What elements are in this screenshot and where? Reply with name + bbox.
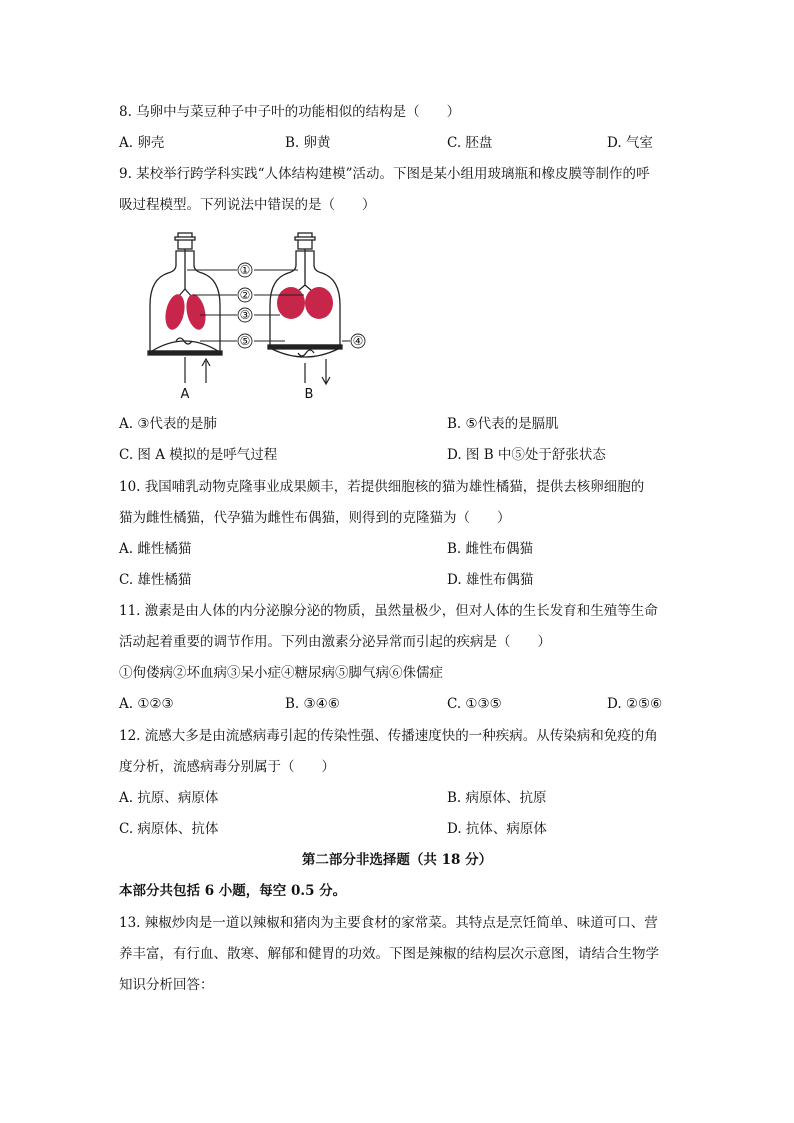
marker-5: ⑤ xyxy=(239,334,251,348)
lung-left-a xyxy=(162,293,187,332)
q9-option-a[interactable]: A. ③代表的是肺 xyxy=(119,416,217,432)
q12-stem-line1: 12. 流感大多是由流感病毒引起的传染性强、传播速度快的一种疾病。从传染病和免疫的角 xyxy=(119,728,658,744)
figure-label-b: B xyxy=(304,387,314,402)
q9-option-b[interactable]: B. ⑤代表的是膈肌 xyxy=(447,416,559,432)
q9-option-c[interactable]: C. 图 A 模拟的是呼气过程 xyxy=(119,447,278,463)
q9-stem-line1: 9. 某校举行跨学科实践“人体结构建模”活动。下图是某小组用玻璃瓶和橡皮膜等制作的呼 xyxy=(119,166,650,182)
q11-stem-line1: 11. 激素是由人体的内分泌腺分泌的物质，虽然量极少，但对人体的生长发育和生殖等生命 xyxy=(119,603,658,619)
q8-option-d[interactable]: D. 气室 xyxy=(607,135,653,151)
q8-stem: 8. 乌卵中与菜豆种子中子叶的功能相似的结构是（ ） xyxy=(119,104,461,120)
q10-option-a[interactable]: A. 雌性橘猫 xyxy=(119,541,192,557)
marker-4: ④ xyxy=(352,334,364,348)
lung-right-b xyxy=(305,287,333,319)
q12-option-a[interactable]: A. 抗原、病原体 xyxy=(119,790,219,806)
marker-3: ③ xyxy=(239,308,251,322)
q10-option-d[interactable]: D. 雄性布偶猫 xyxy=(447,572,534,588)
q11-option-c[interactable]: C. ①③⑤ xyxy=(447,696,502,712)
q11-option-b[interactable]: B. ③④⑥ xyxy=(285,696,340,712)
part2-note: 本部分共包括 6 小题，每空 0.5 分。 xyxy=(119,883,347,899)
q10-option-b[interactable]: B. 雌性布偶猫 xyxy=(447,541,534,557)
q8-option-b[interactable]: B. 卵黄 xyxy=(285,135,331,151)
part2-title: 第二部分非选择题（共 18 分） xyxy=(301,852,493,868)
q8-option-a[interactable]: A. 卵壳 xyxy=(119,135,165,151)
q10-option-c[interactable]: C. 雄性橘猫 xyxy=(119,572,192,588)
q10-stem-line2: 猫为雌性橘猫，代孕猫为雌性布偶猫，则得到的克隆猫为（ ） xyxy=(119,510,511,526)
bottle-a xyxy=(148,233,222,355)
q11-stem-line2: 活动起着重要的调节作用。下列由激素分泌异常而引起的疾病是（ ） xyxy=(119,634,551,650)
q11-disease-list: ①佝偻病②坏血病③呆小症④糖尿病⑤脚气病⑥侏儒症 xyxy=(119,665,443,681)
q10-stem-line1: 10. 我国哺乳动物克隆事业成果颇丰，若提供细胞核的猫为雄性橘猫，提供去核卵细胞的 xyxy=(119,479,645,495)
q12-stem-line2: 度分析，流感病毒分别属于（ ） xyxy=(119,759,335,775)
q12-option-b[interactable]: B. 病原体、抗原 xyxy=(447,790,547,806)
lung-right-a xyxy=(183,293,208,332)
q11-option-a[interactable]: A. ①②③ xyxy=(119,696,174,712)
lung-left-b xyxy=(277,287,305,319)
q12-option-c[interactable]: C. 病原体、抗体 xyxy=(119,821,219,837)
q13-line3: 知识分析回答： xyxy=(119,977,214,993)
q11-option-d[interactable]: D. ②⑤⑥ xyxy=(607,696,663,712)
breathing-model-figure xyxy=(140,225,380,405)
q12-option-d[interactable]: D. 抗体、病原体 xyxy=(447,821,547,837)
marker-1: ① xyxy=(239,263,251,277)
figure-label-a: A xyxy=(180,387,190,402)
q9-option-d[interactable]: D. 图 B 中⑤处于舒张状态 xyxy=(447,447,606,463)
marker-2: ② xyxy=(239,288,251,302)
q13-line2: 养丰富，有行血、散寒、解郁和健胃的功效。下图是辣椒的结构层次示意图，请结合生物学 xyxy=(119,946,659,962)
q9-stem-line2: 吸过程模型。下列说法中错误的是（ ） xyxy=(119,197,376,213)
q13-line1: 13. 辣椒炒肉是一道以辣椒和猪肉为主要食材的家常菜。其特点是烹饪简单、味道可口、营 xyxy=(119,915,658,931)
q8-option-c[interactable]: C. 胚盘 xyxy=(447,135,493,151)
